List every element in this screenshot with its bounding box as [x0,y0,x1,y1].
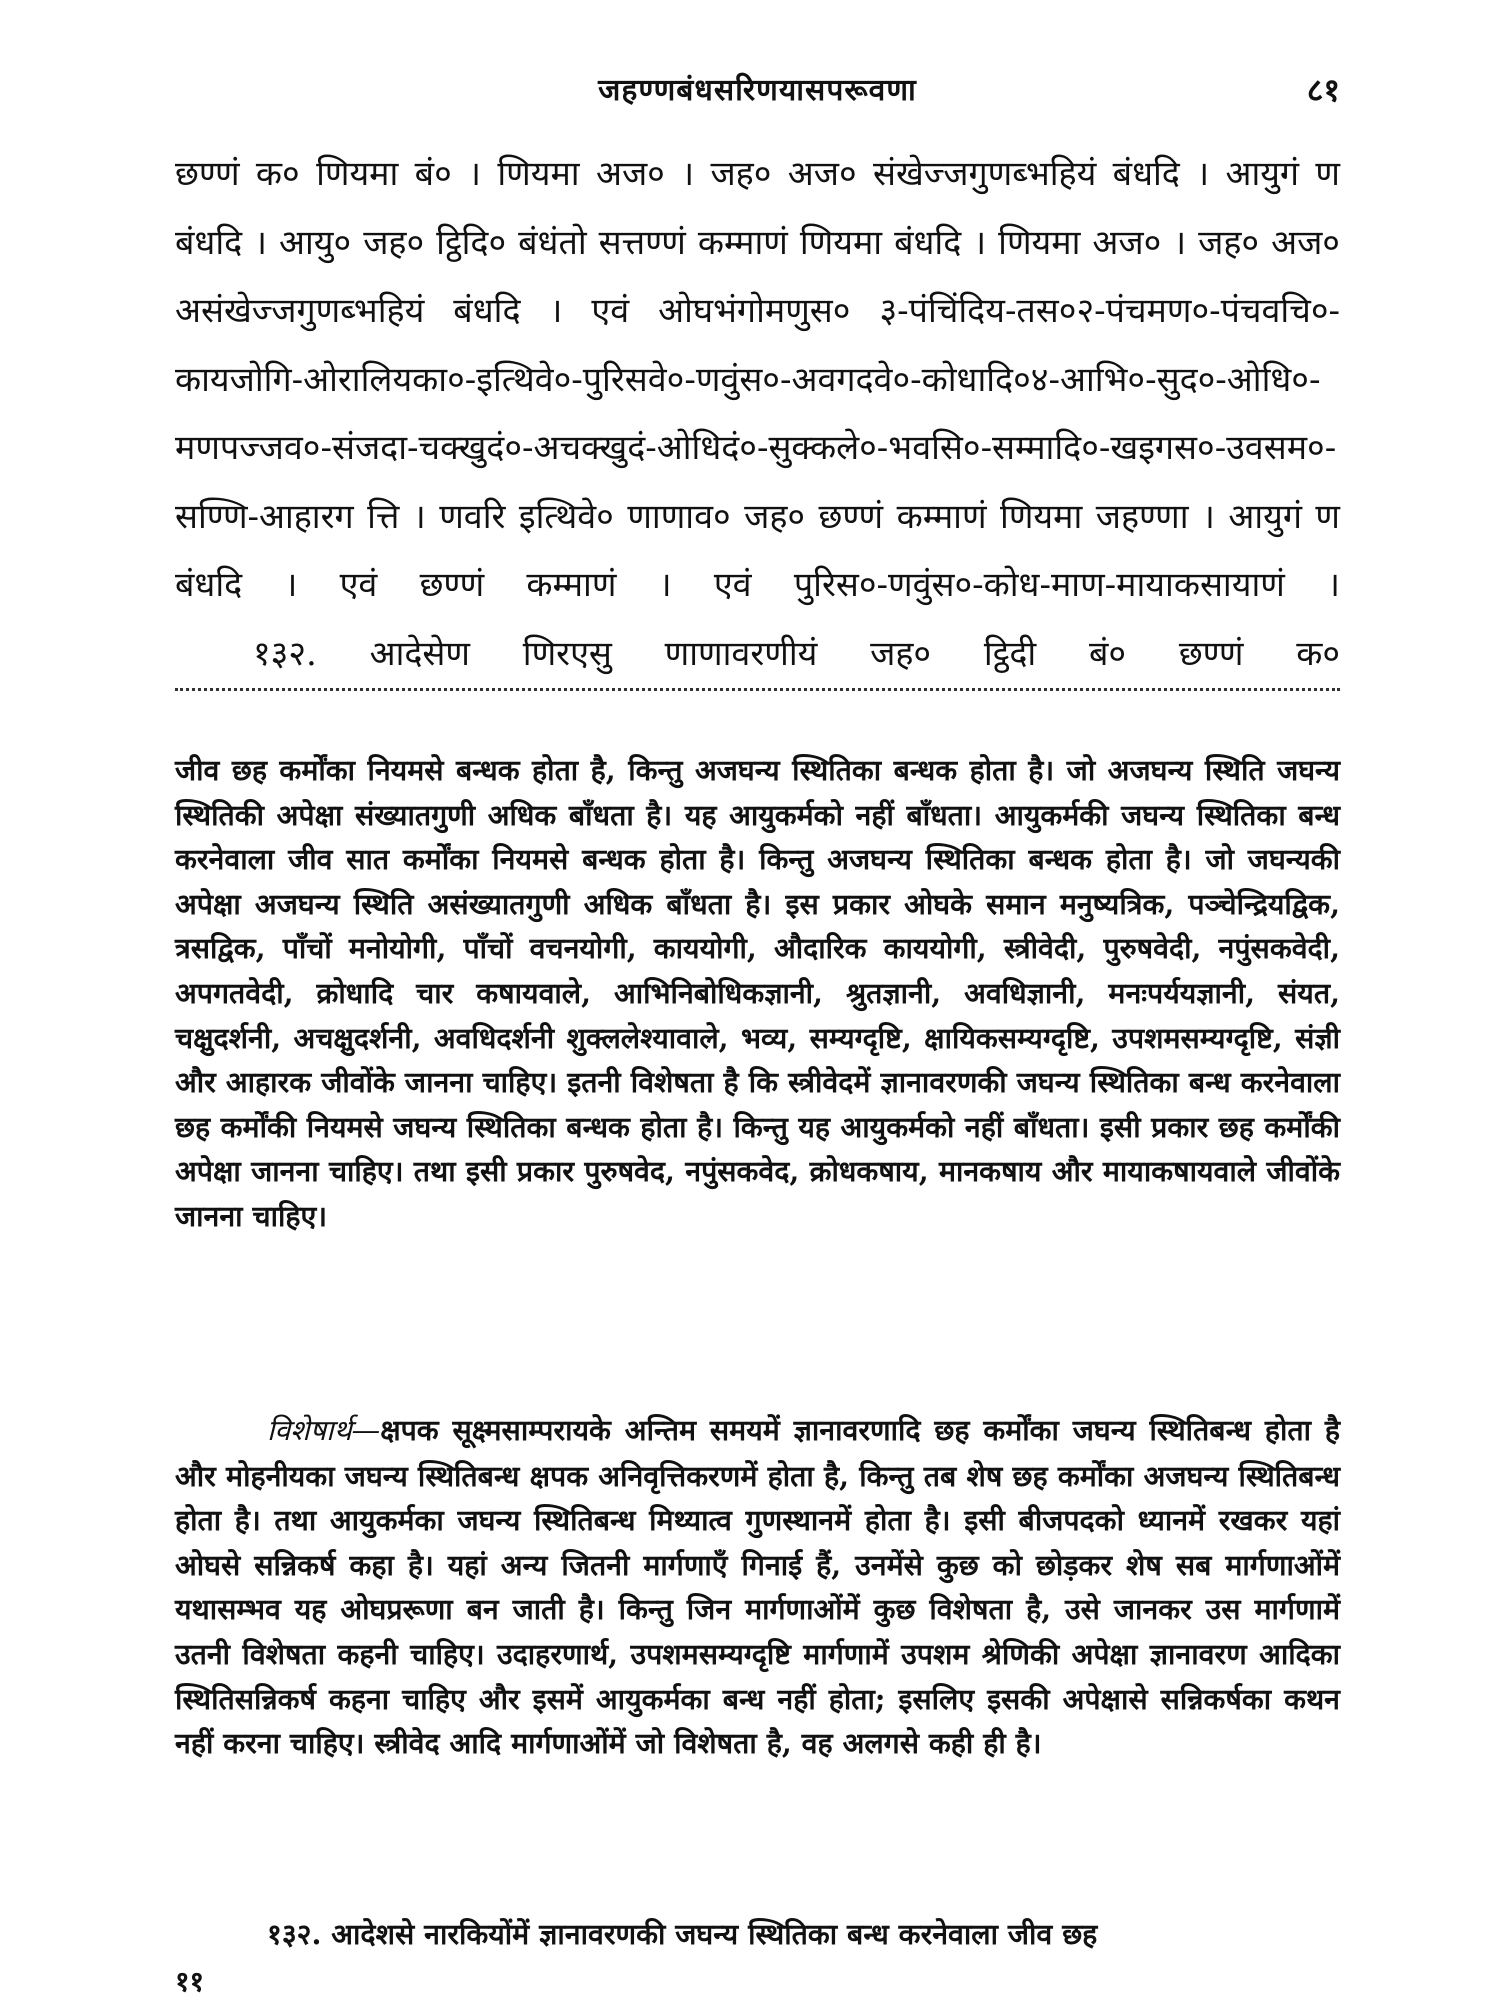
prakrit-sutra-132: १३२. आदेसेण णिरएसु णाणावरणीयं जह० ट्ठिदी बं० छण्णं क० [253,633,1340,674]
hindi-translation-paragraph: जीव छह कर्मोंका नियमसे बन्धक होता है, किन्तु अजघन्य स्थितिका बन्धक होता है। जो अजघन्य स्थिति जघन्य स्थितिकी अपेक्षा संख्यातगुणी अधिक बाँधता है। यह आयुकर्मको नहीं बाँधता। आयुकर्मकी जघन्य स्थितिका बन्ध करनेवाला जीव सात कर्मोंका नियमसे बन्धक होता है। किन्तु अजघन्य स्थितिका बन्धक होता है। जो जघन्यकी अपेक्षा अजघन्य स्थिति असंख्यातगुणी अधिक बाँधता है। इस प्रकार ओघके समान मनुष्यत्रिक, पञ्चेन्द्रियद्विक, त्रसद्विक, पाँचों मनोयोगी, पाँचों वचनयोगी, काययोगी, औदारिक काययोगी, स्त्रीवेदी, पुरुषवेदी, नपुंसकवेदी, अपगतवेदी, क्रोधादि चार कषायवाले, आभिनिबोधिकज्ञानी, श्रुतज्ञानी, अवधिज्ञानी, मनःपर्ययज्ञानी, संयत, चक्षुदर्शनी, अचक्षुदर्शनी, अवधिदर्शनी शुक्ललेश्यावाले, भव्य, सम्यग्दृष्टि, क्षायिकसम्यग्दृष्टि, उपशमसम्यग्दृष्टि, संज्ञी और आहारक जीवोंके जानना चाहिए। इतनी विशेषता है कि स्त्रीवेदमें ज्ञानावरणकी जघन्य स्थितिका बन्ध करनेवाला छह कर्मोंकी नियमसे जघन्य स्थितिका बन्धक होता है। किन्तु यह आयुकर्मको नहीं बाँधता। इसी प्रकार छह कर्मोंकी अपेक्षा जानना चाहिए। तथा इसी प्रकार पुरुषवेद, नपुंसकवेद, क्रोधकषाय, मानकषाय और मायाकषायवाले जीवोंके जानना चाहिए। [175,753,1340,1233]
next-translation-paragraph [175,1912,1340,1956]
vishesharth-text: क्षपक सूक्ष्मसाम्परायके अन्तिम समयमें ज्ञानावरणादि छह कर्मोंका जघन्य स्थितिबन्ध होता है और मोहनीयका जघन्य स्थितिबन्ध क्षपक अनिवृत्तिकरणमें होता है, किन्तु तब शेष छह कर्मोंका अजघन्य स्थितिबन्ध होता है। तथा आयुकर्मका जघन्य स्थितिबन्ध मिथ्यात्व गुणस्थानमें होता है। इसी बीजपदको ध्यानमें रखकर यहां ओघसे सन्निकर्ष कहा है। यहां अन्य जितनी मार्गणाएँ गिनाई हैं, उनमेंसे कुछ को छोड़कर शेष सब मार्गणाओंमें यथासम्भव यह ओघप्ररूणा बन जाती है। किन्तु जिन मार्गणाओंमें कुछ विशेषता है, उसे जानकर उस मार्गणामें उतनी विशेषता कहनी चाहिए। उदाहरणार्थ, उपशमसम्यग्दृष्टि मार्गणामें उपशम श्रेणिकी अपेक्षा ज्ञानावरण आदिका स्थितिसन्निकर्ष कहना चाहिए और इसमें आयुकर्मका बन्ध नहीं होता; इसलिए इसकी अपेक्षासे सन्निकर्षका कथन नहीं करना चाहिए। स्त्रीवेद आदि मार्गणाओंमें जो विशेषता है, वह अलगसे कही ही है। [175,1413,1340,1761]
vishesharth-commentary [175,1408,1340,1766]
vishesharth-paragraph [175,1408,1340,1766]
signature-mark: ११ [175,1965,205,1998]
page-number: ८१ [1306,71,1340,109]
hindi-translation [175,748,1340,1239]
dotted-separator [175,688,1340,691]
vishesharth-lead: विशेषार्थ— [267,1414,381,1447]
prakrit-paragraph: छण्णं क० णियमा बं० । णियमा अज० । जह० अज० संखेज्जगुणब्भहियं बंधदि । आयुगं ण बंधदि । आयु० जह० ट्ठिदि० बंधंतो सत्तण्णं कम्माणं णियमा बंधदि । णियमा अज० । जह० अज० असंखेज्जगुणब्भहियं बंधदि । एवं ओघभंगोमणुस० ३-पंचिंदिय-तस०२-पंचमण०-पंचवचि०-कायजोगि-ओरालियका०-इत्थिवे०-पुरिसवे०-णवुंस०-अवगदवे०-कोधादि०४-आभि०-सुद०-ओधि०-मणपज्जव०-संजदा-चक्खुदं०-अचक्खुदं-ओधिदं०-सुक्कले०-भवसि०-सम्मादि०-खइगस०-उवसम०-सण्णि-आहारग त्ति । णवरि इत्थिवे० णाणाव० जह० छण्णं कम्माणं णियमा जहण्णा । आयुगं ण बंधदि । एवं छण्णं कम्माणं । एवं पुरिस०-णवुंस०-कोध-माण-मायाकसायाणं । [175,154,1340,605]
translation-132: १३२. आदेशसे नारकियोंमें ज्ञानावरणकी जघन्य स्थितिका बन्ध करनेवाला जीव छह [267,1917,1098,1951]
running-title: जहण्णबंधसरिणयासपरूवणा [598,73,917,108]
page-header [175,68,1340,118]
prakrit-original-text [175,140,1340,688]
